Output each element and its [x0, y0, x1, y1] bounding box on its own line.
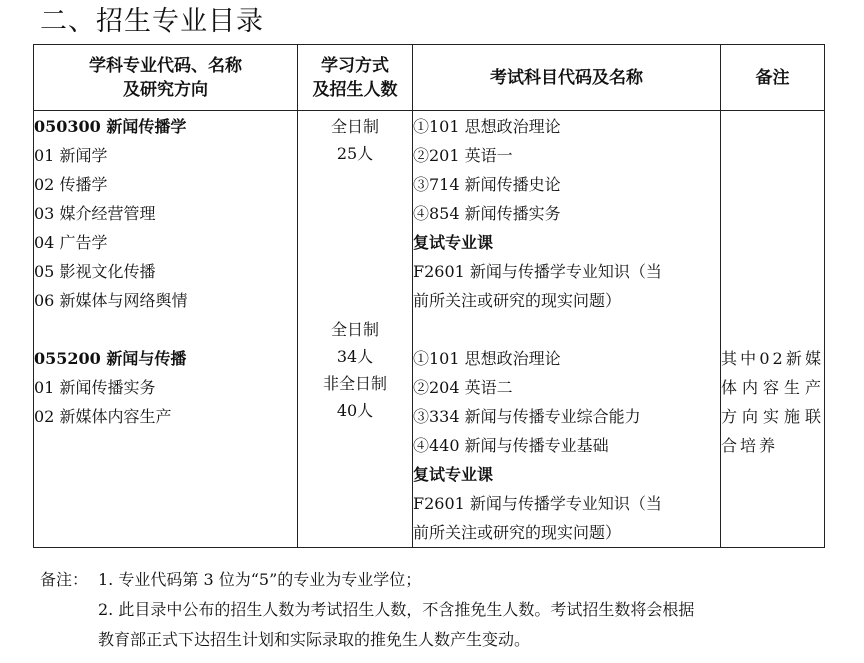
retest-course: 前所关注或研究的现实问题） — [413, 523, 622, 542]
exam-subject: ④440 新闻与传播专业基础 — [413, 436, 609, 455]
retest-course: F2601 新闻与传播学专业知识（当 — [413, 262, 662, 281]
study-mode: 全日制 — [330, 320, 379, 339]
exam-subject: ①101 思想政治理论 — [413, 117, 561, 136]
enrollment-count: 40人 — [336, 401, 374, 420]
research-direction: 03 媒介经营管理 — [34, 204, 156, 223]
research-direction: 04 广告学 — [34, 233, 108, 252]
footnote-item: 2. 此目录中公布的招生人数为考试招生人数，不含推免生人数。考试招生数将会根据 — [98, 600, 695, 619]
footnotes — [40, 565, 830, 655]
enrollment-catalog-table — [33, 44, 825, 548]
header-major: 学科专业代码、名称 及研究方向 — [34, 45, 298, 111]
exam-subject: ①101 思想政治理论 — [413, 349, 561, 368]
section-title: 二、招生专业目录 — [40, 6, 264, 37]
notes-cell — [721, 111, 825, 548]
retest-label: 复试专业课 — [413, 233, 494, 252]
exam-subject: ②201 英语一 — [413, 146, 513, 165]
research-direction: 05 影视文化传播 — [34, 262, 156, 281]
exam-subject: ③714 新闻传播史论 — [413, 175, 561, 194]
study-mode-cell — [298, 111, 413, 548]
enrollment-count: 25人 — [336, 144, 374, 163]
enrollment-count: 34人 — [336, 347, 374, 366]
research-direction: 02 新媒体内容生产 — [34, 407, 172, 426]
retest-label: 复试专业课 — [413, 465, 494, 484]
footnote-item: 教育部正式下达招生计划和实际录取的推免生人数产生变动。 — [98, 630, 531, 649]
study-mode: 非全日制 — [322, 374, 387, 393]
research-direction: 06 新媒体与网络舆情 — [34, 291, 188, 310]
header-notes: 备注 — [721, 45, 825, 111]
footnote-item: 1. 专业代码第 3 位为“5”的专业为专业学位； — [98, 570, 422, 589]
research-direction: 01 新闻传播实务 — [34, 378, 156, 397]
research-direction: 01 新闻学 — [34, 146, 108, 165]
header-exam-subjects: 考试科目代码及名称 — [413, 45, 721, 111]
table-header-row — [34, 45, 825, 111]
header-study-mode: 学习方式 及招生人数 — [298, 45, 413, 111]
retest-course: F2601 新闻与传播学专业知识（当 — [413, 494, 662, 513]
study-mode: 全日制 — [330, 117, 379, 136]
note-text: 其中02新媒体内容生产方向实施联合培养 — [721, 349, 824, 455]
footnote-label: 备注： — [40, 570, 89, 589]
research-direction: 02 传播学 — [34, 175, 108, 194]
exam-subject: ③334 新闻与传播专业综合能力 — [413, 407, 641, 426]
major-code-name: 055200 新闻与传播 — [34, 349, 187, 368]
retest-course: 前所关注或研究的现实问题） — [413, 291, 622, 310]
exam-subject: ④854 新闻传播实务 — [413, 204, 561, 223]
exam-subject: ②204 英语二 — [413, 378, 513, 397]
exam-subjects-cell — [413, 111, 721, 548]
major-cell — [34, 111, 298, 548]
major-code-name: 050300 新闻传播学 — [34, 117, 187, 136]
